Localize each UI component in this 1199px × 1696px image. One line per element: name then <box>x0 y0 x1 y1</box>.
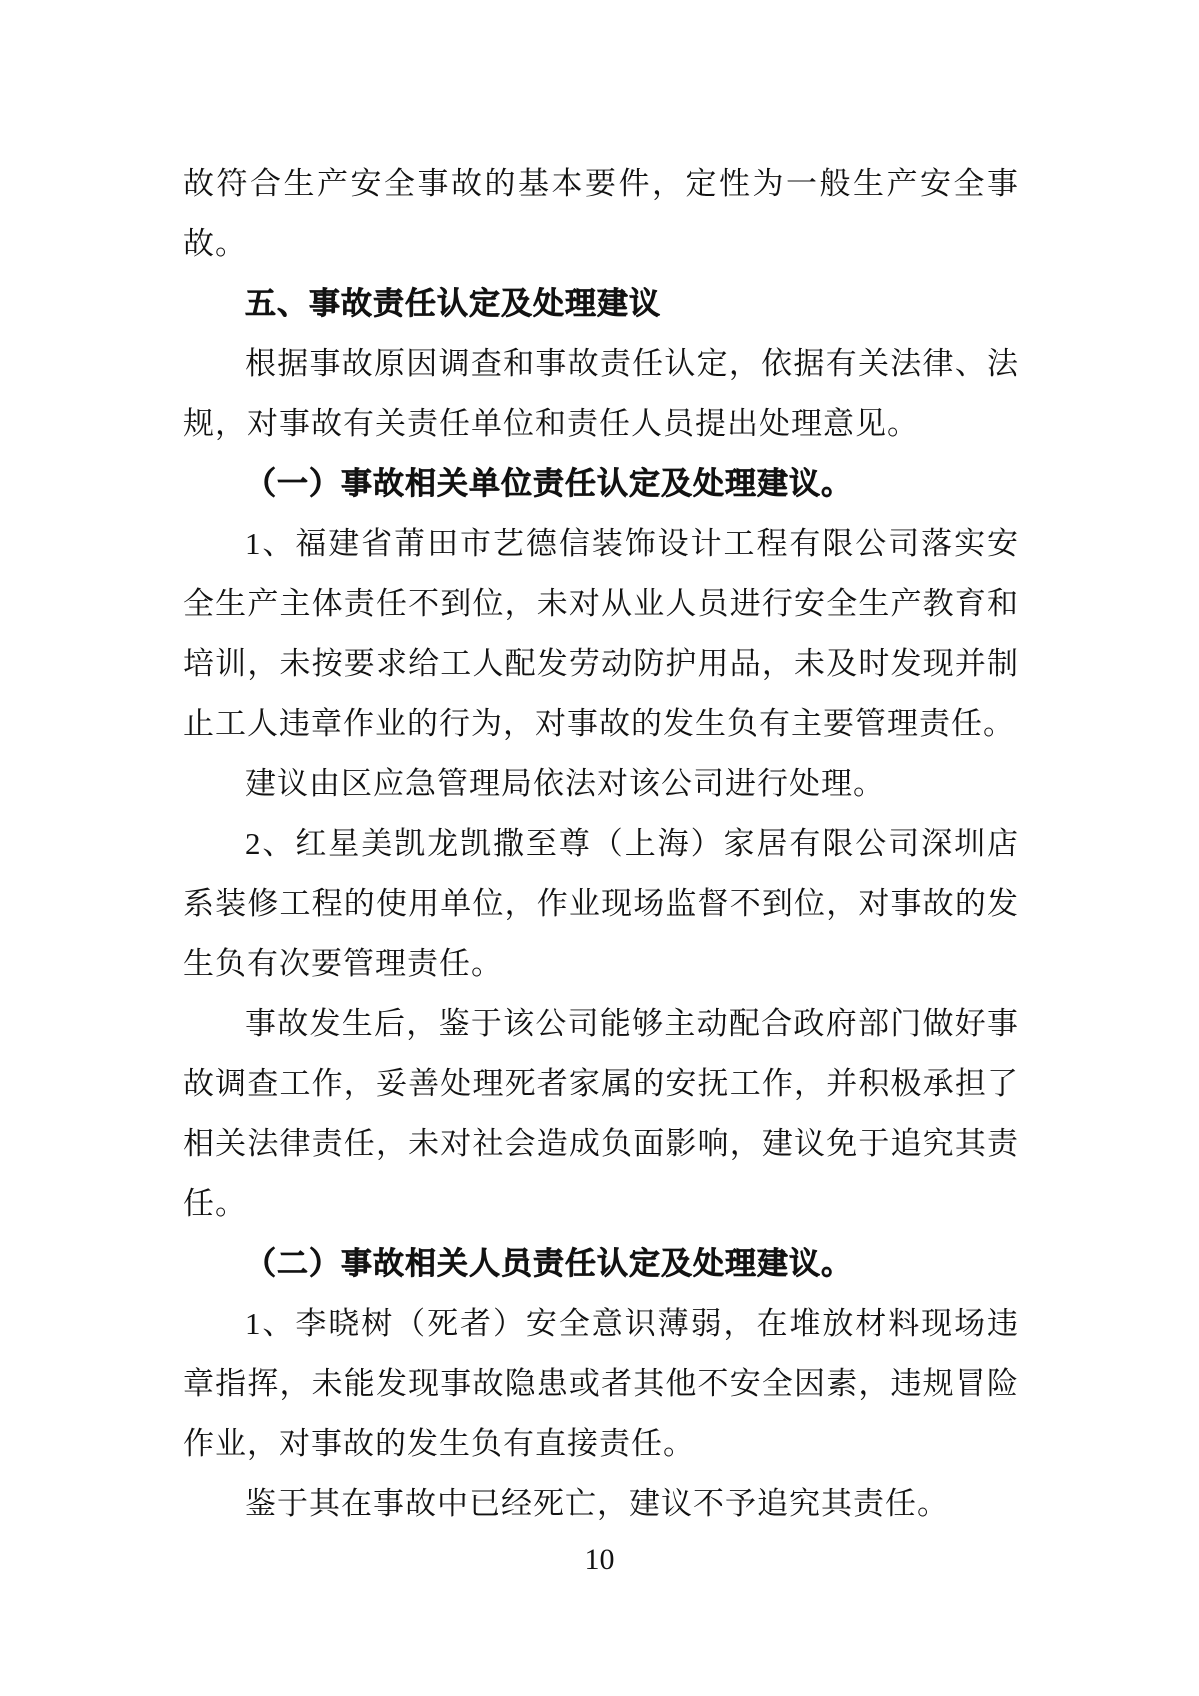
paragraph: 1、李晓树（死者）安全意识薄弱，在堆放材料现场违章指挥，未能发现事故隐患或者其他不安全因素，违规冒险作业，对事故的发生负有直接责任。 <box>183 1306 1019 1461</box>
paragraph: 根据事故原因调查和事故责任认定，依据有关法律、法规，对事故有关责任单位和责任人员提出处理意见。 <box>183 346 1019 441</box>
paragraph: 事故发生后，鉴于该公司能够主动配合政府部门做好事故调查工作，妥善处理死者家属的安抚工作，并积极承担了相关法律责任，未对社会造成负面影响，建议免于追究其责任。 <box>183 1006 1019 1221</box>
subsection-heading: （二）事故相关人员责任认定及处理建议。 <box>245 1246 853 1281</box>
section-heading: 五、事故责任认定及处理建议 <box>245 286 661 321</box>
paragraph: 故符合生产安全事故的基本要件，定性为一般生产安全事故。 <box>183 166 1019 261</box>
page-number: 10 <box>584 1543 615 1576</box>
document-body <box>183 154 1019 1534</box>
paragraph: 建议由区应急管理局依法对该公司进行处理。 <box>245 766 885 801</box>
paragraph: 2、红星美凯龙凯撒至尊（上海）家居有限公司深圳店系装修工程的使用单位，作业现场监督不到位，对事故的发生负有次要管理责任。 <box>183 826 1019 981</box>
subsection-heading: （一）事故相关单位责任认定及处理建议。 <box>245 466 853 501</box>
paragraph: 鉴于其在事故中已经死亡，建议不予追究其责任。 <box>245 1486 949 1521</box>
paragraph: 1、福建省莆田市艺德信装饰设计工程有限公司落实安全生产主体责任不到位，未对从业人员进行安全生产教育和培训，未按要求给工人配发劳动防护用品，未及时发现并制止工人违章作业的行为，对事故的发生负有主要管理责任。 <box>183 526 1019 741</box>
